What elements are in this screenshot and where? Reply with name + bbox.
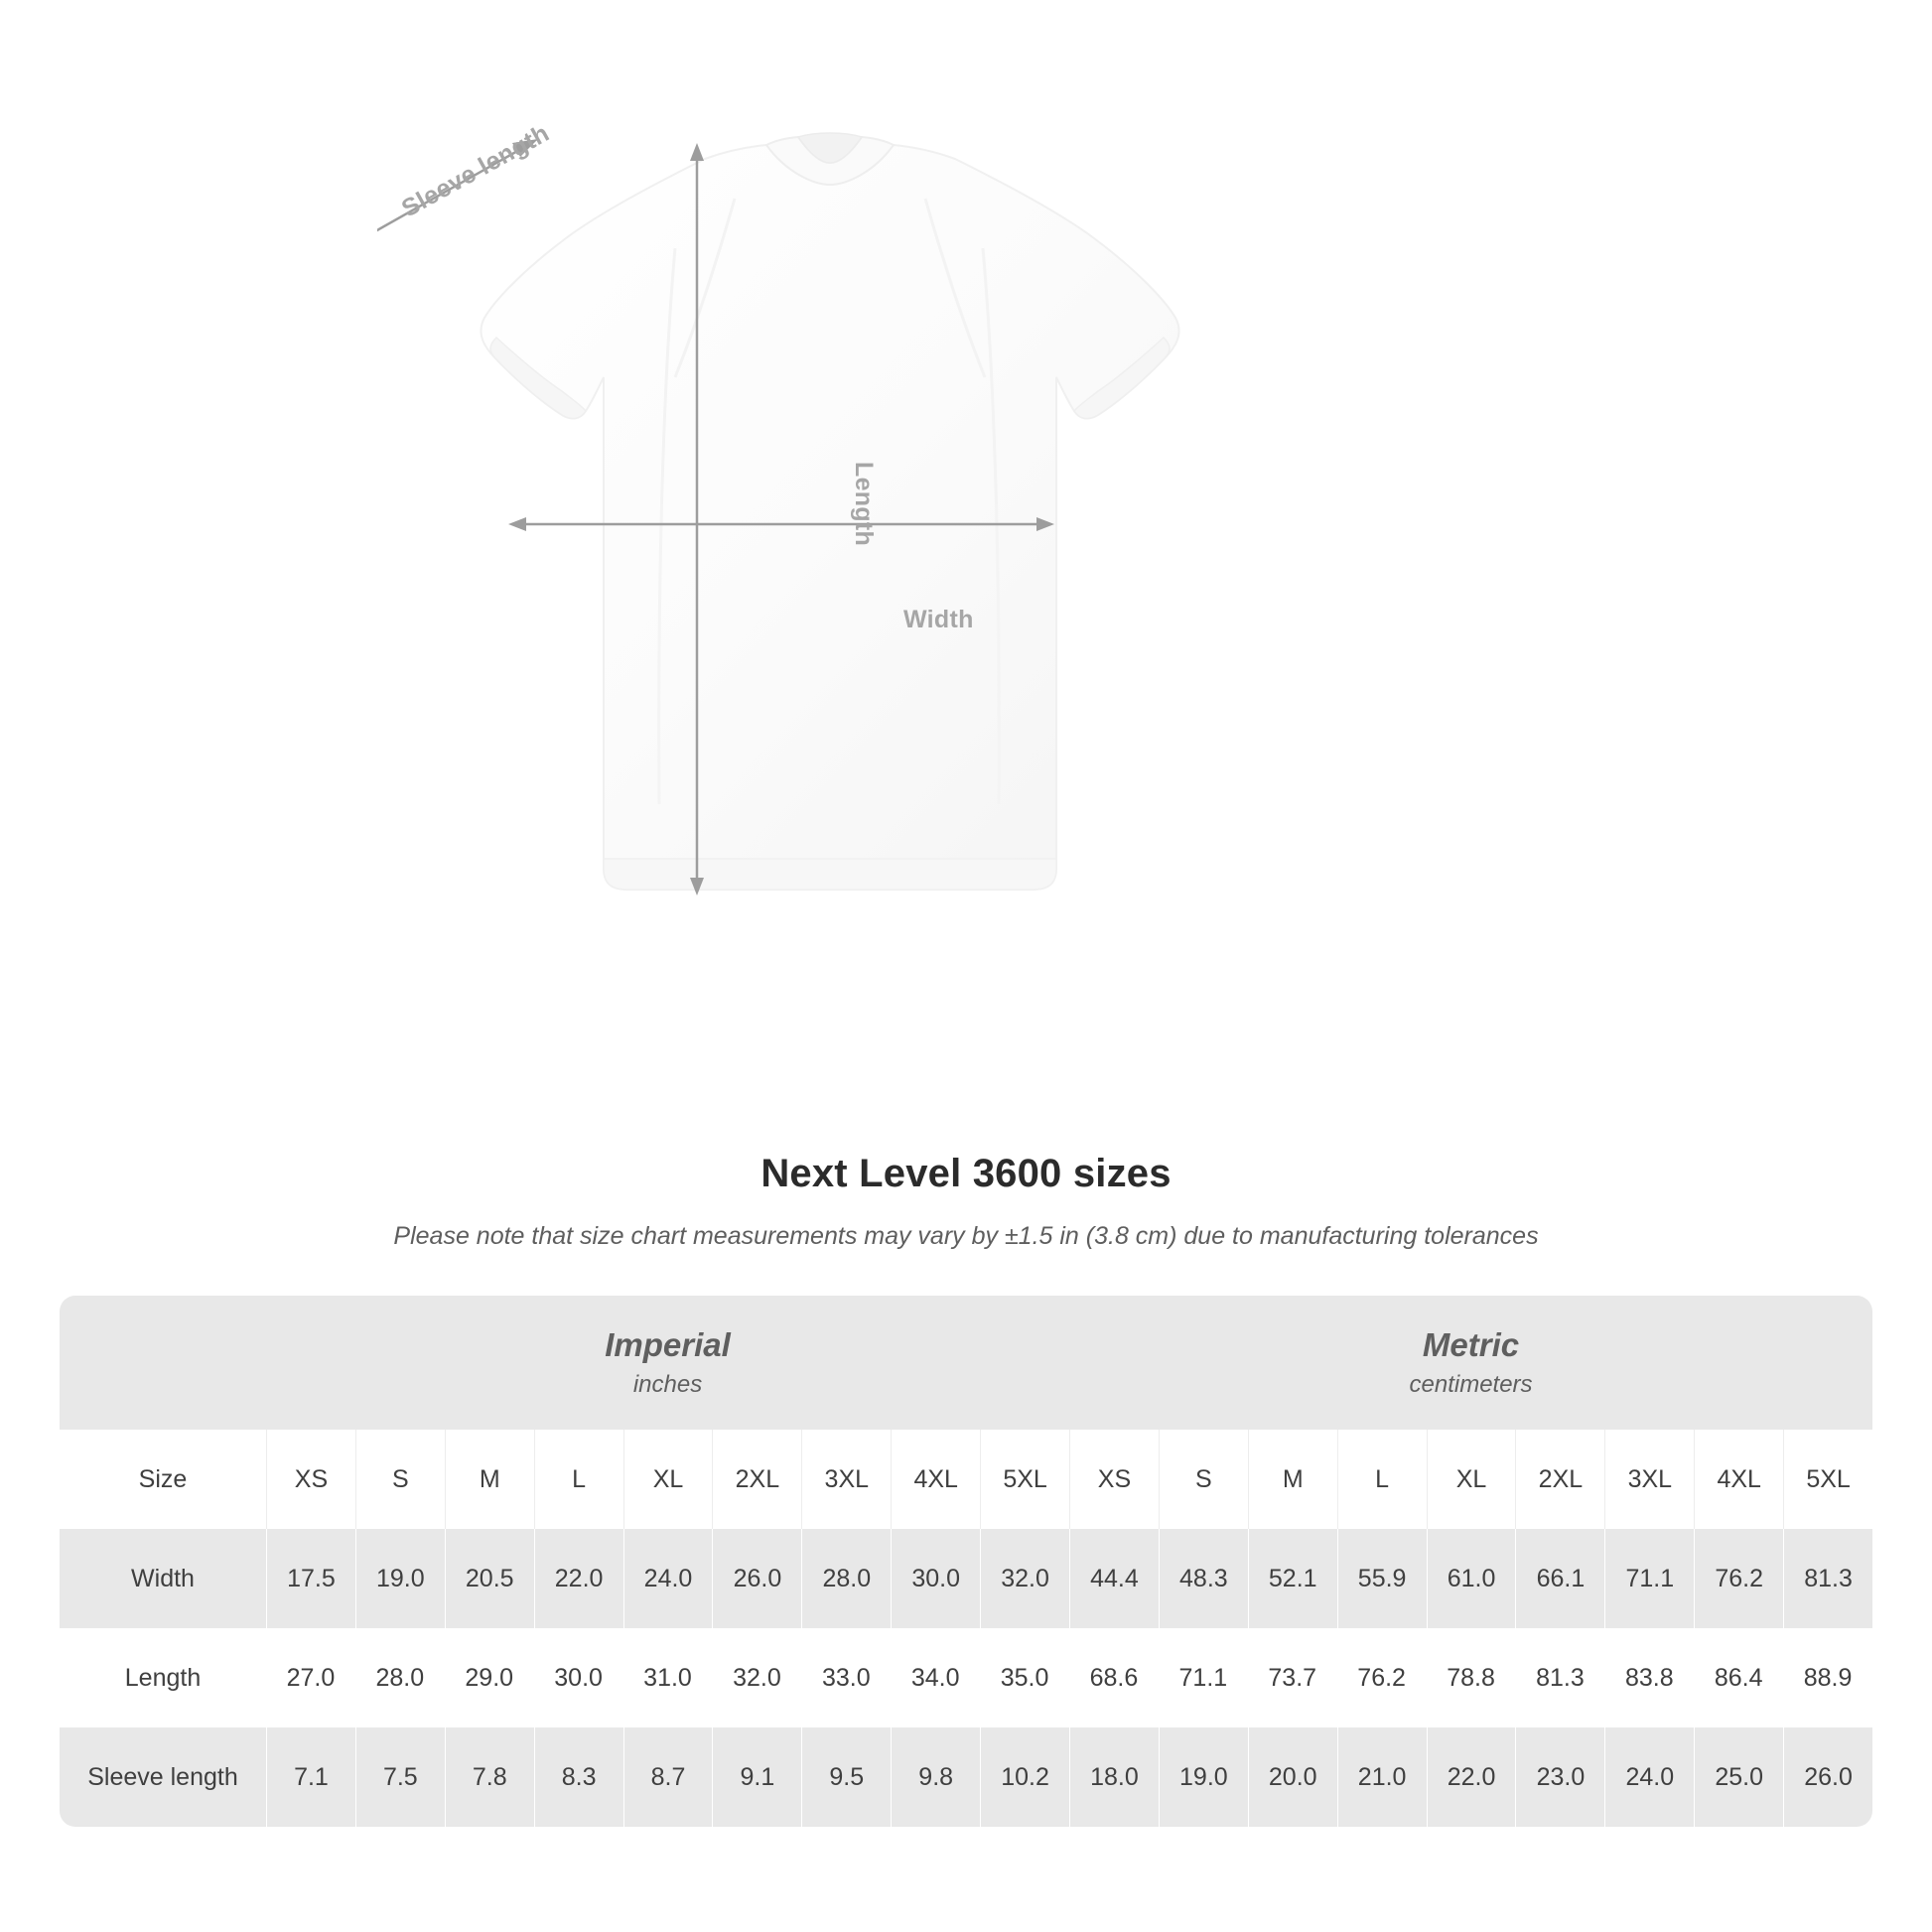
cell-width-imperial-m: 20.5 [445,1529,534,1628]
cell-length-imperial-l: 30.0 [534,1628,623,1727]
cell-length-imperial-5xl: 35.0 [980,1628,1069,1727]
cell-sleeve-metric-3xl: 24.0 [1604,1727,1694,1827]
cell-width-imperial-xl: 24.0 [623,1529,713,1628]
cell-width-metric-xl: 61.0 [1427,1529,1516,1628]
length-label: Length [850,462,878,547]
size-header-imperial-l: L [534,1430,623,1529]
cell-sleeve-metric-xl: 22.0 [1427,1727,1516,1827]
size-header-imperial-m: M [445,1430,534,1529]
page-title: Next Level 3600 sizes [760,1152,1172,1195]
width-label: Width [903,606,974,633]
cell-width-imperial-xs: 17.5 [266,1529,355,1628]
unit-group-imperial-sub: inches [632,1371,703,1399]
size-header-metric-2xl: 2XL [1515,1430,1604,1529]
cell-length-metric-4xl: 86.4 [1694,1628,1783,1727]
table-row [60,1727,1872,1827]
cell-width-metric-xs: 44.4 [1069,1529,1159,1628]
cell-sleeve-imperial-xs: 7.1 [266,1727,355,1827]
size-header-metric-m: M [1248,1430,1337,1529]
cell-width-metric-3xl: 71.1 [1604,1529,1694,1628]
size-table [60,1296,1872,1827]
row-label-sleeve-length: Sleeve length [60,1727,266,1827]
row-label-length: Length [60,1628,266,1727]
sleeve-length-label: Sleeve length [397,118,554,223]
tshirt-icon [377,129,1271,913]
cell-sleeve-imperial-5xl: 10.2 [980,1727,1069,1827]
table-row [60,1628,1872,1727]
cell-sleeve-imperial-2xl: 9.1 [712,1727,801,1827]
unit-group-metric-name: Metric [1422,1325,1520,1363]
size-header-imperial-xs: XS [266,1430,355,1529]
size-header-imperial-4xl: 4XL [891,1430,980,1529]
size-header-row [60,1430,1872,1529]
unit-group-imperial-name: Imperial [605,1325,731,1363]
unit-header-row [60,1296,1872,1430]
size-header-imperial-3xl: 3XL [801,1430,891,1529]
size-header-metric-5xl: 5XL [1783,1430,1872,1529]
row-header-size: Size [60,1430,266,1529]
cell-sleeve-imperial-m: 7.8 [445,1727,534,1827]
size-header-imperial-5xl: 5XL [980,1430,1069,1529]
cell-width-metric-l: 55.9 [1337,1529,1427,1628]
cell-width-metric-5xl: 81.3 [1783,1529,1872,1628]
cell-width-imperial-s: 19.0 [355,1529,445,1628]
cell-width-imperial-4xl: 30.0 [891,1529,980,1628]
cell-length-metric-2xl: 81.3 [1515,1628,1604,1727]
row-label-width: Width [60,1529,266,1628]
size-header-imperial-2xl: 2XL [712,1430,801,1529]
cell-sleeve-imperial-s: 7.5 [355,1727,445,1827]
size-header-imperial-xl: XL [623,1430,713,1529]
cell-length-imperial-s: 28.0 [355,1628,445,1727]
title-block [0,1152,1932,1251]
cell-length-imperial-2xl: 32.0 [712,1628,801,1727]
cell-length-metric-m: 73.7 [1248,1628,1337,1727]
cell-sleeve-metric-5xl: 26.0 [1783,1727,1872,1827]
size-header-metric-4xl: 4XL [1694,1430,1783,1529]
cell-sleeve-metric-2xl: 23.0 [1515,1727,1604,1827]
cell-sleeve-metric-l: 21.0 [1337,1727,1427,1827]
tolerance-note: Please note that size chart measurements may vary by ±1.5 in (3.8 cm) due to manufacturing tolerances [393,1222,1539,1250]
cell-sleeve-imperial-3xl: 9.5 [801,1727,891,1827]
cell-sleeve-metric-m: 20.0 [1248,1727,1337,1827]
cell-sleeve-imperial-xl: 8.7 [623,1727,713,1827]
cell-sleeve-metric-s: 19.0 [1159,1727,1248,1827]
cell-width-metric-4xl: 76.2 [1694,1529,1783,1628]
unit-group-metric-sub: centimeters [1409,1371,1533,1399]
cell-length-imperial-3xl: 33.0 [801,1628,891,1727]
table-row [60,1529,1872,1628]
cell-length-metric-3xl: 83.8 [1604,1628,1694,1727]
unit-group-metric [1069,1296,1872,1430]
cell-length-metric-xs: 68.6 [1069,1628,1159,1727]
cell-sleeve-metric-4xl: 25.0 [1694,1727,1783,1827]
cell-sleeve-imperial-l: 8.3 [534,1727,623,1827]
cell-length-imperial-m: 29.0 [445,1628,534,1727]
size-header-metric-xl: XL [1427,1430,1516,1529]
cell-width-imperial-5xl: 32.0 [980,1529,1069,1628]
cell-width-imperial-l: 22.0 [534,1529,623,1628]
size-header-metric-l: L [1337,1430,1427,1529]
cell-sleeve-metric-xs: 18.0 [1069,1727,1159,1827]
cell-width-metric-s: 48.3 [1159,1529,1248,1628]
cell-length-metric-xl: 78.8 [1427,1628,1516,1727]
cell-length-imperial-xl: 31.0 [623,1628,713,1727]
size-header-metric-3xl: 3XL [1604,1430,1694,1529]
unit-group-imperial [266,1296,1069,1430]
cell-sleeve-imperial-4xl: 9.8 [891,1727,980,1827]
cell-length-imperial-4xl: 34.0 [891,1628,980,1727]
cell-width-imperial-3xl: 28.0 [801,1529,891,1628]
cell-length-metric-5xl: 88.9 [1783,1628,1872,1727]
size-header-imperial-s: S [355,1430,445,1529]
size-header-metric-s: S [1159,1430,1248,1529]
cell-length-imperial-xs: 27.0 [266,1628,355,1727]
table-corner [60,1296,266,1430]
cell-width-imperial-2xl: 26.0 [712,1529,801,1628]
size-header-metric-xs: XS [1069,1430,1159,1529]
cell-length-metric-s: 71.1 [1159,1628,1248,1727]
cell-width-metric-2xl: 66.1 [1515,1529,1604,1628]
size-table-wrapper [60,1296,1872,1827]
cell-length-metric-l: 76.2 [1337,1628,1427,1727]
cell-width-metric-m: 52.1 [1248,1529,1337,1628]
